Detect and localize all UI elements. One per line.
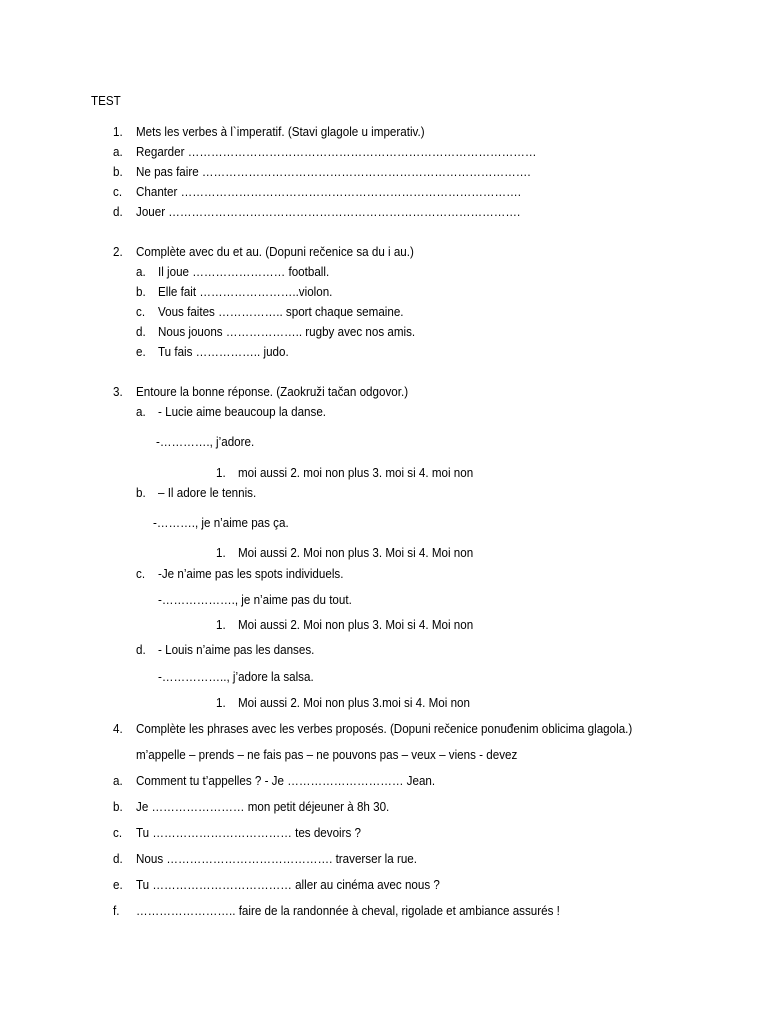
- q4-item-text: …………………….. faire de la randonnée à cheval, rigolade et ambiance assurés !: [136, 904, 560, 918]
- q3-option-number: 1.: [216, 696, 226, 710]
- q2-item-label: a.: [136, 265, 146, 279]
- q3-item-options: Moi aussi 2. Moi non plus 3.moi si 4. Moi non: [238, 696, 470, 710]
- q3-item-reply: -………………., je n’aime pas du tout.: [158, 593, 352, 607]
- q3-item-options: Moi aussi 2. Moi non plus 3. Moi si 4. Moi non: [238, 546, 474, 560]
- q2-item-text: Il joue …………………… football.: [158, 265, 330, 279]
- q2-item-label: e.: [136, 345, 146, 359]
- q3-item-prompt: – Il adore le tennis.: [158, 486, 257, 500]
- q1-item-label: c.: [113, 185, 123, 199]
- q2-item-text: Nous jouons ……………….. rugby avec nos amis.: [158, 325, 416, 339]
- q3-item-label: c.: [136, 567, 146, 581]
- q3-item-prompt: - Lucie aime beaucoup la danse.: [158, 405, 327, 419]
- q2-item-label: b.: [136, 285, 146, 299]
- q3-item-reply: -………., je n’aime pas ça.: [153, 516, 289, 530]
- q3-item-label: d.: [136, 643, 146, 657]
- q3-item-label: a.: [136, 405, 146, 419]
- q4-item-label: c.: [113, 826, 123, 840]
- q2-item-text: Vous faites …………….. sport chaque semaine.: [158, 305, 404, 319]
- q4-item-text: Tu ……………………………… tes devoirs ?: [136, 826, 362, 840]
- q4-item-label: b.: [113, 800, 123, 814]
- q4-item-text: Nous ……………………………………. traverser la rue.: [136, 852, 417, 866]
- q3-number: 3.: [113, 385, 123, 399]
- q1-item-label: d.: [113, 205, 123, 219]
- q3-item-reply: -…………….., j’adore la salsa.: [158, 670, 314, 684]
- q3-item-prompt: - Louis n’aime pas les danses.: [158, 643, 315, 657]
- q3-instruction: Entoure la bonne réponse. (Zaokruži tačan odgovor.): [136, 385, 409, 399]
- document-title: TEST: [91, 94, 121, 108]
- q3-option-number: 1.: [216, 618, 226, 632]
- q1-number: 1.: [113, 125, 123, 139]
- q4-item-label: f.: [113, 904, 120, 918]
- q1-item-text: Chanter …………………………………………………………………………….: [136, 185, 521, 199]
- q1-item-label: b.: [113, 165, 123, 179]
- q4-item-text: Je …………………… mon petit déjeuner à 8h 30.: [136, 800, 390, 814]
- q3-item-label: b.: [136, 486, 146, 500]
- q1-item-text: Jouer ……………………………………………………………………………….: [136, 205, 521, 219]
- q3-item-reply: -…………., j’adore.: [156, 435, 255, 449]
- q3-item-prompt: -Je n’aime pas les spots individuels.: [158, 567, 344, 581]
- q2-item-label: c.: [136, 305, 146, 319]
- q4-number: 4.: [113, 722, 123, 736]
- q3-option-number: 1.: [216, 466, 226, 480]
- q2-instruction: Complète avec du et au. (Dopuni rečenice sa du i au.): [136, 245, 414, 259]
- q4-instruction: Complète les phrases avec les verbes proposés. (Dopuni rečenice ponuđenim oblicima glagola.): [136, 722, 633, 736]
- q3-item-options: Moi aussi 2. Moi non plus 3. Moi si 4. Moi non: [238, 618, 474, 632]
- q4-item-label: e.: [113, 878, 123, 892]
- q4-item-label: d.: [113, 852, 123, 866]
- q2-item-text: Elle fait ……………………..violon.: [158, 285, 333, 299]
- q4-item-label: a.: [113, 774, 123, 788]
- q4-item-text: Tu ……………………………… aller au cinéma avec nous ?: [136, 878, 440, 892]
- q2-item-text: Tu fais …………….. judo.: [158, 345, 289, 359]
- q4-word-bank: m’appelle – prends – ne fais pas – ne pouvons pas – veux – viens - devez: [136, 748, 518, 762]
- q1-item-label: a.: [113, 145, 123, 159]
- q3-item-options: moi aussi 2. moi non plus 3. moi si 4. moi non: [238, 466, 474, 480]
- q1-instruction: Mets les verbes à l`imperatif. (Stavi glagole u imperativ.): [136, 125, 425, 139]
- q3-option-number: 1.: [216, 546, 226, 560]
- q4-item-text: Comment tu t’appelles ? - Je ………………………… Jean.: [136, 774, 436, 788]
- q1-item-text: Regarder ………………………………………………………………………………: [136, 145, 537, 159]
- q2-item-label: d.: [136, 325, 146, 339]
- q1-item-text: Ne pas faire ………………………………………………………………………….: [136, 165, 531, 179]
- q2-number: 2.: [113, 245, 123, 259]
